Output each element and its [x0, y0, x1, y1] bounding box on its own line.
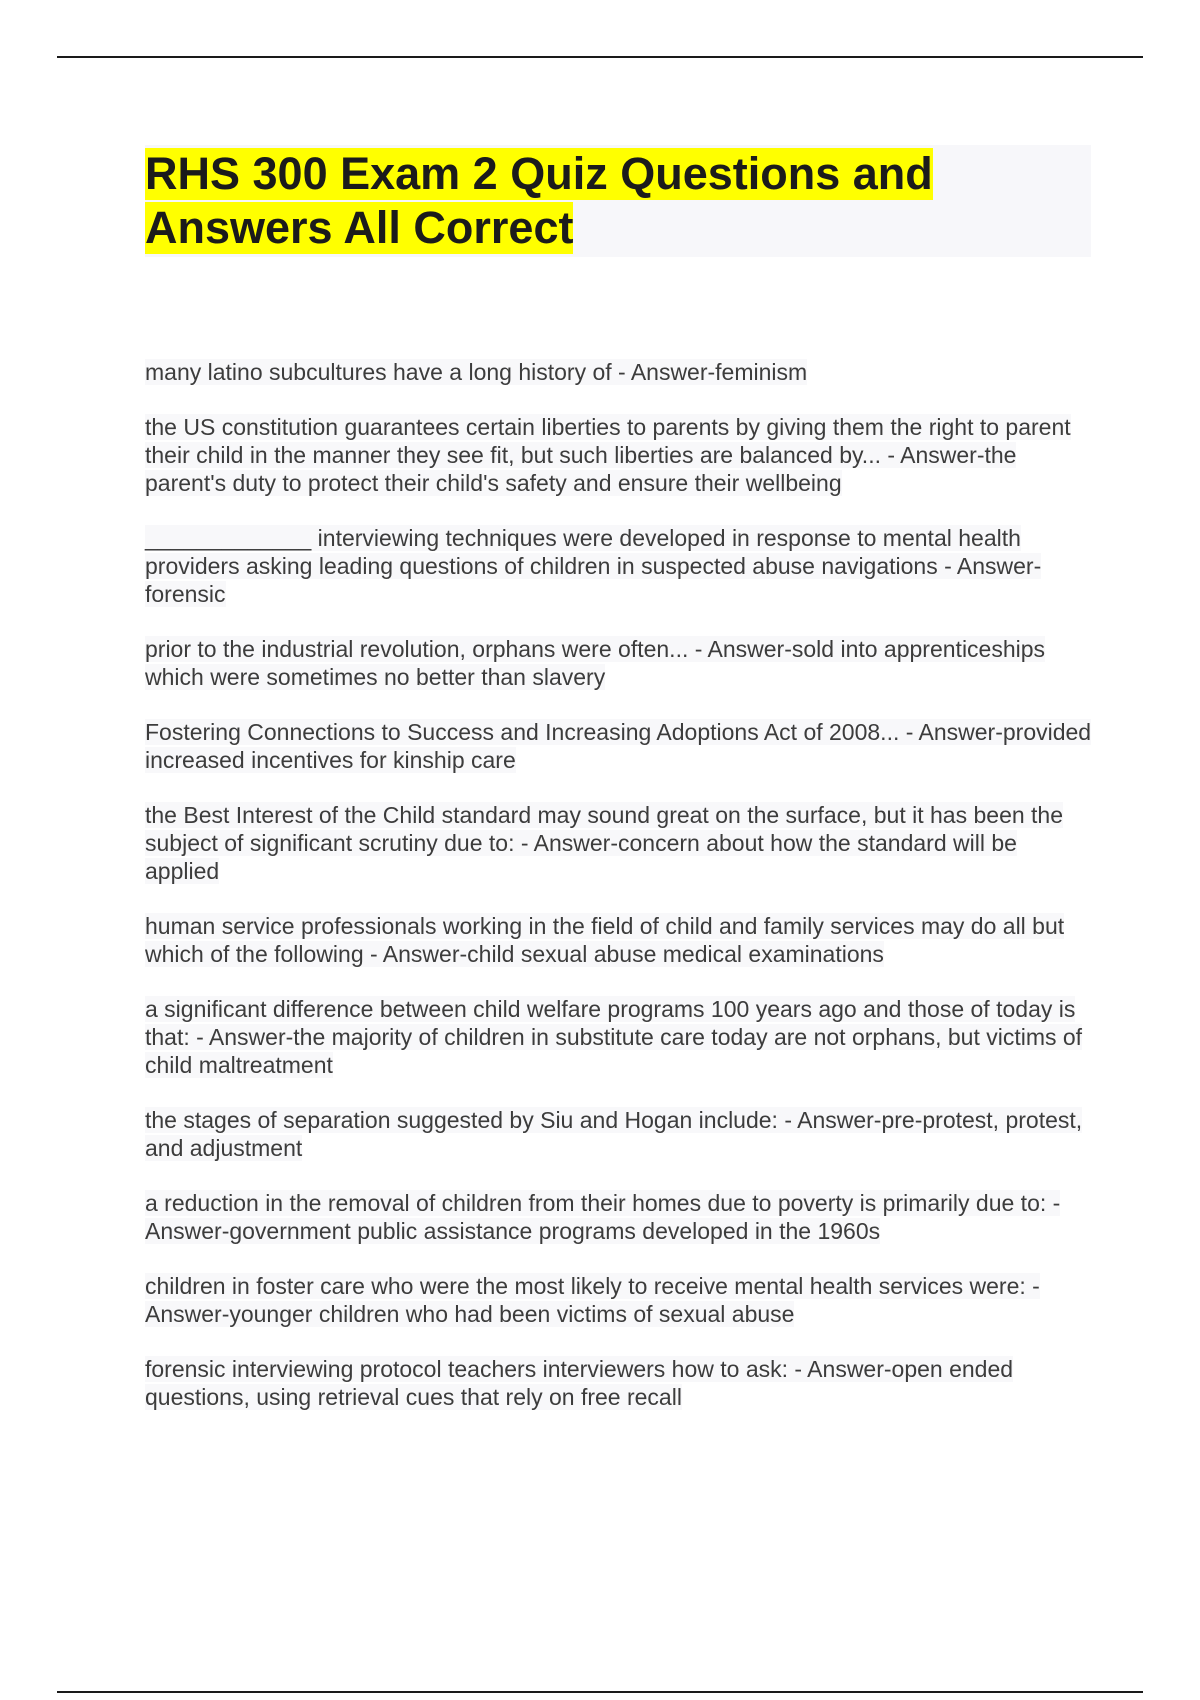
qa-item-text: the US constitution guarantees certain liberties to parents by giving them the right to parent their child in the manner they see fit, but such liberties are balanced by... - Answer-the parent's duty to protect their child's safety and ensure their wellbeing [145, 414, 1071, 496]
qa-item-text: human service professionals working in the field of child and family services may do all but which of the following - Answer-child sexual abuse medical examinations [145, 913, 1065, 967]
qa-item-text: children in foster care who were the most likely to receive mental health services were: - Answer-younger children who had been victims of sexual abuse [145, 1273, 1040, 1327]
qa-item [145, 524, 1095, 608]
qa-item [145, 1272, 1095, 1328]
qa-item [145, 801, 1095, 885]
qa-item [145, 1106, 1095, 1162]
qa-item-text: a reduction in the removal of children from their homes due to poverty is primarily due to: - Answer-government public assistance programs developed in the 1960s [145, 1190, 1061, 1244]
top-rule [57, 56, 1143, 58]
document-title-text: RHS 300 Exam 2 Quiz Questions and Answers All Correct [145, 148, 933, 253]
qa-item-text: the Best Interest of the Child standard may sound great on the surface, but it has been the subject of significant scrutiny due to: - Answer-concern about how the standard will be applied [145, 802, 1064, 884]
qa-item [145, 912, 1095, 968]
qa-item [145, 1189, 1095, 1245]
qa-item-text: many latino subcultures have a long history of - Answer-feminism [145, 359, 808, 385]
qa-item-text: forensic interviewing protocol teachers interviewers how to ask: - Answer-open ended questions, using retrieval cues that rely on free recall [145, 1356, 1014, 1410]
qa-item-text: the stages of separation suggested by Siu and Hogan include: - Answer-pre-protest, protest, and adjustment [145, 1107, 1083, 1161]
qa-item [145, 995, 1095, 1079]
qa-item-text: _____________ interviewing techniques were developed in response to mental health providers asking leading questions of children in suspected abuse navigations - Answer-forensic [145, 525, 1042, 607]
qa-item [145, 358, 1095, 386]
title-block [145, 145, 1091, 257]
qa-item [145, 413, 1095, 497]
qa-item [145, 718, 1095, 774]
qa-item [145, 635, 1095, 691]
document-title [145, 145, 1091, 255]
qa-list [145, 358, 1095, 1438]
qa-item-text: prior to the industrial revolution, orphans were often... - Answer-sold into apprenticeships which were sometimes no better than slavery [145, 636, 1046, 690]
qa-item [145, 1355, 1095, 1411]
qa-item-text: Fostering Connections to Success and Increasing Adoptions Act of 2008... - Answer-provided increased incentives for kinship care [145, 719, 1092, 773]
bottom-rule [57, 1691, 1143, 1693]
qa-item-text: a significant difference between child welfare programs 100 years ago and those of today is that: - Answer-the majority of children in substitute care today are not orphans, but victims of child maltreatment [145, 996, 1083, 1078]
